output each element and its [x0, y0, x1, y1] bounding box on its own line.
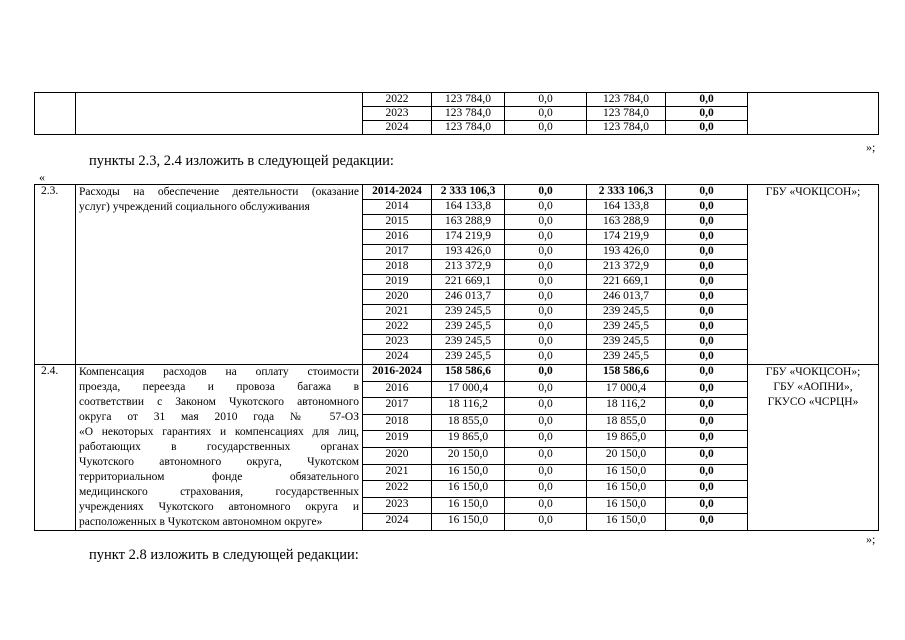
other-cell: 0,0 — [666, 381, 748, 398]
table-row — [35, 185, 879, 200]
regional-cell: 174 219,9 — [587, 230, 666, 245]
regional-cell: 193 426,0 — [587, 245, 666, 260]
federal-cell: 0,0 — [505, 431, 587, 448]
year-cell: 2023 — [363, 335, 432, 350]
total-cell: 221 669,1 — [432, 275, 505, 290]
other-cell: 0,0 — [666, 230, 748, 245]
description-line: Расходы на обеспечение деятельности (оказание — [79, 186, 359, 198]
federal-cell: 0,0 — [505, 305, 587, 320]
total-cell: 16 150,0 — [432, 464, 505, 481]
total-cell: 2 333 106,3 — [432, 185, 505, 200]
regional-cell: 158 586,6 — [587, 365, 666, 382]
regional-cell: 246 013,7 — [587, 290, 666, 305]
year-cell: 2024 — [363, 514, 432, 531]
regional-cell: 2 333 106,3 — [587, 185, 666, 200]
other-cell: 0,0 — [666, 464, 748, 481]
total-cell: 239 245,5 — [432, 305, 505, 320]
description-line: учреждениях Чукотского автономного округа и — [79, 501, 359, 513]
year-cell: 2016 — [363, 381, 432, 398]
regional-cell: 18 855,0 — [587, 414, 666, 431]
year-cell: 2021 — [363, 305, 432, 320]
regional-cell: 221 669,1 — [587, 275, 666, 290]
total-cell: 16 150,0 — [432, 481, 505, 498]
total-cell: 158 586,6 — [432, 365, 505, 382]
other-cell: 0,0 — [666, 497, 748, 514]
regional-cell: 16 150,0 — [587, 464, 666, 481]
federal-cell: 0,0 — [505, 398, 587, 415]
regional-cell: 20 150,0 — [587, 447, 666, 464]
regional-cell: 123 784,0 — [587, 121, 666, 135]
main-table — [34, 184, 879, 531]
total-cell: 213 372,9 — [432, 260, 505, 275]
instruction-paragraph-2: пункт 2.8 изложить в следующей редакции: — [89, 547, 359, 563]
other-cell: 0,0 — [666, 365, 748, 382]
other-cell: 0,0 — [666, 215, 748, 230]
regional-cell: 239 245,5 — [587, 320, 666, 335]
closing-quote-2: »; — [866, 532, 876, 546]
total-cell: 163 288,9 — [432, 215, 505, 230]
regional-cell: 19 865,0 — [587, 431, 666, 448]
year-cell: 2020 — [363, 447, 432, 464]
total-cell: 20 150,0 — [432, 447, 505, 464]
federal-cell: 0,0 — [505, 245, 587, 260]
federal-cell: 0,0 — [505, 275, 587, 290]
federal-cell: 0,0 — [505, 107, 587, 121]
year-cell: 2023 — [363, 107, 432, 121]
other-cell: 0,0 — [666, 290, 748, 305]
total-cell: 18 855,0 — [432, 414, 505, 431]
regional-cell: 17 000,4 — [587, 381, 666, 398]
federal-cell: 0,0 — [505, 414, 587, 431]
total-cell: 123 784,0 — [432, 107, 505, 121]
year-cell: 2021 — [363, 464, 432, 481]
description-line: территориальном фонде обязательного — [79, 471, 359, 483]
federal-cell: 0,0 — [505, 447, 587, 464]
federal-cell: 0,0 — [505, 497, 587, 514]
federal-cell: 0,0 — [505, 514, 587, 531]
other-cell: 0,0 — [666, 185, 748, 200]
federal-cell: 0,0 — [505, 200, 587, 215]
other-cell: 0,0 — [666, 200, 748, 215]
description-line: соответствии с Законом Чукотского автономного — [79, 396, 359, 408]
executor-name: ГБУ «АОПНИ», — [773, 381, 853, 393]
item-description — [76, 185, 363, 365]
year-cell: 2014 — [363, 200, 432, 215]
executor-cell — [748, 365, 879, 531]
total-cell: 246 013,7 — [432, 290, 505, 305]
year-cell: 2022 — [363, 320, 432, 335]
description-line: «О некоторых гарантиях и компенсациях для лиц, — [79, 426, 359, 438]
description-line: округа от 31 мая 2010 года № 57-ОЗ — [79, 411, 359, 423]
year-cell: 2022 — [363, 481, 432, 498]
other-cell: 0,0 — [666, 514, 748, 531]
description-line: медицинского страхования, государственных — [79, 486, 359, 498]
federal-cell: 0,0 — [505, 350, 587, 365]
description-line: Компенсация расходов на оплату стоимости — [79, 366, 359, 378]
regional-cell: 18 116,2 — [587, 398, 666, 415]
other-cell: 0,0 — [666, 431, 748, 448]
total-cell: 164 133,8 — [432, 200, 505, 215]
description-line: услуг) учреждений социального обслуживания — [79, 201, 310, 213]
other-cell: 0,0 — [666, 398, 748, 415]
total-cell: 17 000,4 — [432, 381, 505, 398]
regional-cell: 239 245,5 — [587, 335, 666, 350]
item-number: 2.3. — [35, 185, 76, 365]
description-cell — [76, 93, 363, 135]
year-cell: 2023 — [363, 497, 432, 514]
other-cell: 0,0 — [666, 447, 748, 464]
total-cell: 16 150,0 — [432, 514, 505, 531]
federal-cell: 0,0 — [505, 93, 587, 107]
executor-name: ГБУ «ЧОКЦСОН»; — [765, 186, 861, 198]
year-cell: 2024 — [363, 350, 432, 365]
year-cell: 2018 — [363, 414, 432, 431]
total-cell: 123 784,0 — [432, 93, 505, 107]
year-cell: 2024 — [363, 121, 432, 135]
other-cell: 0,0 — [666, 275, 748, 290]
other-cell: 0,0 — [666, 121, 748, 135]
regional-cell: 16 150,0 — [587, 497, 666, 514]
item-description — [76, 365, 363, 531]
year-cell: 2015 — [363, 215, 432, 230]
regional-cell: 16 150,0 — [587, 514, 666, 531]
federal-cell: 0,0 — [505, 215, 587, 230]
regional-cell: 123 784,0 — [587, 93, 666, 107]
total-cell: 239 245,5 — [432, 320, 505, 335]
table-row — [35, 365, 879, 382]
item-number: 2.4. — [35, 365, 76, 531]
regional-cell: 123 784,0 — [587, 107, 666, 121]
federal-cell: 0,0 — [505, 260, 587, 275]
regional-cell: 16 150,0 — [587, 481, 666, 498]
federal-cell: 0,0 — [505, 290, 587, 305]
executor-cell — [748, 93, 879, 135]
federal-cell: 0,0 — [505, 121, 587, 135]
year-cell: 2018 — [363, 260, 432, 275]
number-cell — [35, 93, 76, 135]
year-cell: 2017 — [363, 398, 432, 415]
federal-cell: 0,0 — [505, 320, 587, 335]
total-cell: 18 116,2 — [432, 398, 505, 415]
other-cell: 0,0 — [666, 335, 748, 350]
other-cell: 0,0 — [666, 305, 748, 320]
year-cell: 2017 — [363, 245, 432, 260]
total-cell: 239 245,5 — [432, 335, 505, 350]
other-cell: 0,0 — [666, 481, 748, 498]
regional-cell: 164 133,8 — [587, 200, 666, 215]
year-cell: 2019 — [363, 431, 432, 448]
table-row — [35, 93, 879, 107]
description-line: Чукотского автономного округа, Чукотском — [79, 456, 359, 468]
other-cell: 0,0 — [666, 245, 748, 260]
year-cell: 2016 — [363, 230, 432, 245]
regional-cell: 163 288,9 — [587, 215, 666, 230]
federal-cell: 0,0 — [505, 185, 587, 200]
total-cell: 123 784,0 — [432, 121, 505, 135]
federal-cell: 0,0 — [505, 481, 587, 498]
total-cell: 239 245,5 — [432, 350, 505, 365]
description-line: проезда, переезда и провоза багажа в — [79, 381, 359, 393]
description-line: работающих в государственных органах — [79, 441, 359, 453]
other-cell: 0,0 — [666, 93, 748, 107]
opening-quote: « — [39, 170, 45, 184]
top-table-fragment — [34, 92, 879, 135]
executor-name: ГКУСО «ЧСРЦН» — [767, 396, 859, 408]
year-cell: 2014-2024 — [363, 185, 432, 200]
regional-cell: 239 245,5 — [587, 350, 666, 365]
other-cell: 0,0 — [666, 414, 748, 431]
description-line: расположенных в Чукотском автономном округе» — [79, 516, 323, 528]
instruction-paragraph-1: пункты 2.3, 2.4 изложить в следующей редакции: — [89, 153, 394, 169]
other-cell: 0,0 — [666, 350, 748, 365]
total-cell: 16 150,0 — [432, 497, 505, 514]
regional-cell: 239 245,5 — [587, 305, 666, 320]
federal-cell: 0,0 — [505, 335, 587, 350]
total-cell: 19 865,0 — [432, 431, 505, 448]
regional-cell: 213 372,9 — [587, 260, 666, 275]
total-cell: 193 426,0 — [432, 245, 505, 260]
federal-cell: 0,0 — [505, 365, 587, 382]
year-cell: 2022 — [363, 93, 432, 107]
other-cell: 0,0 — [666, 107, 748, 121]
closing-quote-1: »; — [866, 140, 876, 154]
year-cell: 2020 — [363, 290, 432, 305]
year-cell: 2019 — [363, 275, 432, 290]
federal-cell: 0,0 — [505, 230, 587, 245]
total-cell: 174 219,9 — [432, 230, 505, 245]
federal-cell: 0,0 — [505, 381, 587, 398]
federal-cell: 0,0 — [505, 464, 587, 481]
other-cell: 0,0 — [666, 320, 748, 335]
executor-name: ГБУ «ЧОКЦСОН»; — [765, 366, 861, 378]
executor-cell — [748, 185, 879, 365]
year-cell: 2016-2024 — [363, 365, 432, 382]
other-cell: 0,0 — [666, 260, 748, 275]
